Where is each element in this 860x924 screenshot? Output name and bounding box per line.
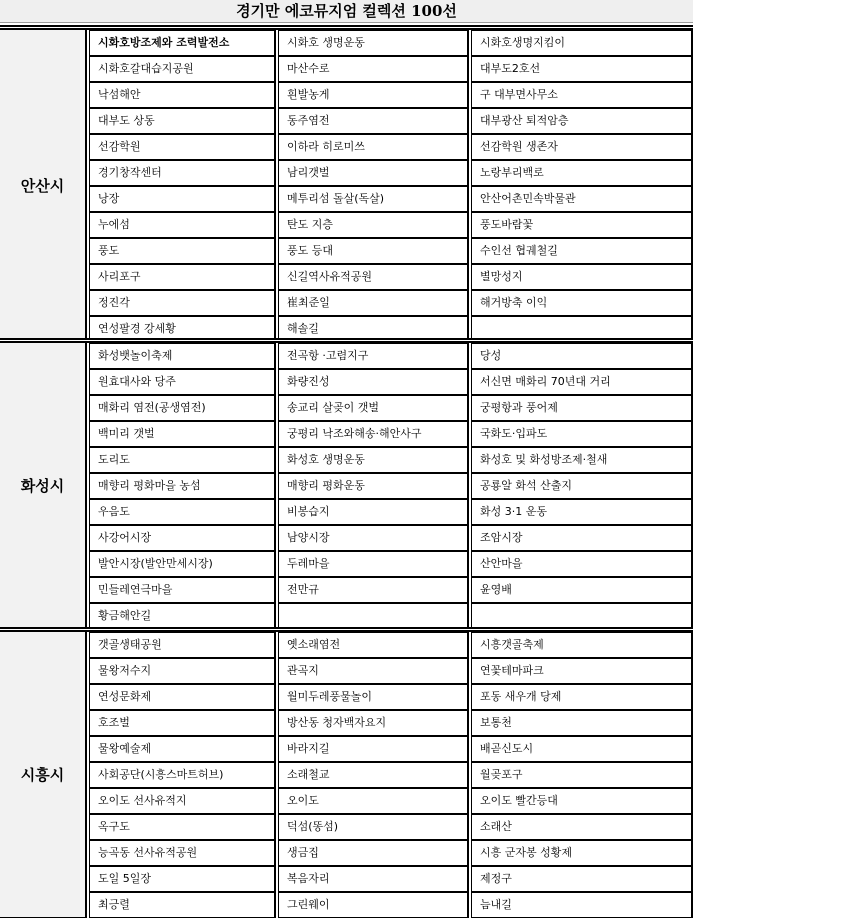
table-cell: 이하라 히로미쓰 (278, 134, 469, 160)
table-cell: 산안마을 (471, 551, 693, 577)
table-cell: 궁평항과 풍어제 (471, 395, 693, 421)
table-cell: 시흥갯골축제 (471, 632, 693, 658)
table-cell: 사회공단(시흥스마트허브) (89, 762, 276, 788)
table-cell: 도리도 (89, 447, 276, 473)
table-cell: 생금집 (278, 840, 469, 866)
table-cell: 구 대부면사무소 (471, 82, 693, 108)
table-cell: 전만규 (278, 577, 469, 603)
table-cell: 해거방축 이익 (471, 290, 693, 316)
table-cell: 매향리 평화마을 농섬 (89, 473, 276, 499)
page-title: 경기만 에코뮤지엄 컬렉션 100선 (0, 0, 693, 23)
table-cell: 민들레연극마을 (89, 577, 276, 603)
table-cell: 남양시장 (278, 525, 469, 551)
table-cell: 덕섬(똥섬) (278, 814, 469, 840)
table-cell: 별망성지 (471, 264, 693, 290)
table-cell: 화성호 및 화성방조제·철새 (471, 447, 693, 473)
table-cell: 풍도 등대 (278, 238, 469, 264)
table-cell: 황금해안길 (89, 603, 276, 629)
table-cell: 대부광산 퇴적암층 (471, 108, 693, 134)
region-label: 시흥시 (0, 632, 87, 918)
table-cell: 비봉습지 (278, 499, 469, 525)
table-cell: 두레마을 (278, 551, 469, 577)
table-cell: 시흥 군자봉 성황제 (471, 840, 693, 866)
table-cell: 도일 5일장 (89, 866, 276, 892)
table-cell: 시화호생명지킴이 (471, 30, 693, 56)
table-cell: 안산어촌민속박물관 (471, 186, 693, 212)
region-label: 안산시 (0, 30, 87, 342)
table-cell: 바라지길 (278, 736, 469, 762)
table-cell: 소래철교 (278, 762, 469, 788)
table-cell: 옥구도 (89, 814, 276, 840)
table-cell: 누에섬 (89, 212, 276, 238)
table-cell: 연꽃테마파크 (471, 658, 693, 684)
table-cell: 관곡지 (278, 658, 469, 684)
table-cell: 그린웨이 (278, 892, 469, 918)
table-cell: 최긍렬 (89, 892, 276, 918)
table-cell: 우음도 (89, 499, 276, 525)
table-cell: 원효대사와 당주 (89, 369, 276, 395)
table-cell: 전곡항 ·고렴지구 (278, 343, 469, 369)
table-cell: 사리포구 (89, 264, 276, 290)
table-cell: 매향리 평화운동 (278, 473, 469, 499)
table-cell: 화성뱃놀이축제 (89, 343, 276, 369)
table-cell: 소래산 (471, 814, 693, 840)
table-cell: 능곡동 선사유적공원 (89, 840, 276, 866)
table-cell: 낭장 (89, 186, 276, 212)
table-cell: 화량진성 (278, 369, 469, 395)
table-cell: 월미두레풍물놀이 (278, 684, 469, 710)
table-cell: 오이도 선사유적지 (89, 788, 276, 814)
table-cell: 신길역사유적공원 (278, 264, 469, 290)
table-cell: 물왕저수지 (89, 658, 276, 684)
table-cell: 대부도2호선 (471, 56, 693, 82)
table-cell: 송교리 살곶이 갯벌 (278, 395, 469, 421)
table-cell: 윤영배 (471, 577, 693, 603)
table-cell: 시화호갈대습지공원 (89, 56, 276, 82)
table-cell: 수인선 협궤철길 (471, 238, 693, 264)
table-cell: 궁평리 낙조와해송·해안사구 (278, 421, 469, 447)
table-cell: 시화호 생명운동 (278, 30, 469, 56)
table-cell: 동주염전 (278, 108, 469, 134)
table-cell: 포동 새우개 당제 (471, 684, 693, 710)
table-cell: 사강어시장 (89, 525, 276, 551)
table-cell: 물왕예술제 (89, 736, 276, 762)
table-cell: 메투리섬 돌살(독살) (278, 186, 469, 212)
table-cell: 선감학원 생존자 (471, 134, 693, 160)
table-cell: 오이도 (278, 788, 469, 814)
table-cell: 정진각 (89, 290, 276, 316)
table-cell: 제정구 (471, 866, 693, 892)
table-cell: 배곧신도시 (471, 736, 693, 762)
table-cell: 국화도·입파도 (471, 421, 693, 447)
table-cell: 노랑부리백로 (471, 160, 693, 186)
table-cell: 풍도 (89, 238, 276, 264)
table-cell: 복음자리 (278, 866, 469, 892)
table-cell: 당성 (471, 343, 693, 369)
table-cell: 흰발농게 (278, 82, 469, 108)
table-cell: 화성 3·1 운동 (471, 499, 693, 525)
table-cell: 월곶포구 (471, 762, 693, 788)
table-cell: 보통천 (471, 710, 693, 736)
table-cell: 방산동 청자백자요지 (278, 710, 469, 736)
table-cell (278, 603, 469, 629)
table-cell: 연성문화제 (89, 684, 276, 710)
table-cell: 갯골생태공원 (89, 632, 276, 658)
table-cell: 탄도 지층 (278, 212, 469, 238)
table-cell: 경기창작센터 (89, 160, 276, 186)
table-cell: 호조벌 (89, 710, 276, 736)
table-cell: 공룡알 화석 산출지 (471, 473, 693, 499)
table-cell: 풍도바람꽃 (471, 212, 693, 238)
table-cell: 발안시장(발안만세시장) (89, 551, 276, 577)
table-cell: 옛소래염전 (278, 632, 469, 658)
table-cell: 화성호 생명운동 (278, 447, 469, 473)
table-cell: 선감학원 (89, 134, 276, 160)
table-cell: 낙섬해안 (89, 82, 276, 108)
table-cell: 매화리 염전(공생염전) (89, 395, 276, 421)
table-cell: 연성팔경 강세황 (89, 316, 276, 342)
table-cell (471, 603, 693, 629)
table-cell: 조암시장 (471, 525, 693, 551)
table-cell: 서신면 매화리 70년대 거리 (471, 369, 693, 395)
table-cell: 崔최준일 (278, 290, 469, 316)
table-cell: 해솔길 (278, 316, 469, 342)
table-cell: 백미리 갯벌 (89, 421, 276, 447)
table-cell: 남리갯벌 (278, 160, 469, 186)
table-cell: 오이도 빨간등대 (471, 788, 693, 814)
table-cell: 마산수로 (278, 56, 469, 82)
table-cell: 대부도 상동 (89, 108, 276, 134)
region-label: 화성시 (0, 343, 87, 629)
table-cell: 시화호방조제와 조력발전소 (89, 30, 276, 56)
table-cell: 늠내길 (471, 892, 693, 918)
